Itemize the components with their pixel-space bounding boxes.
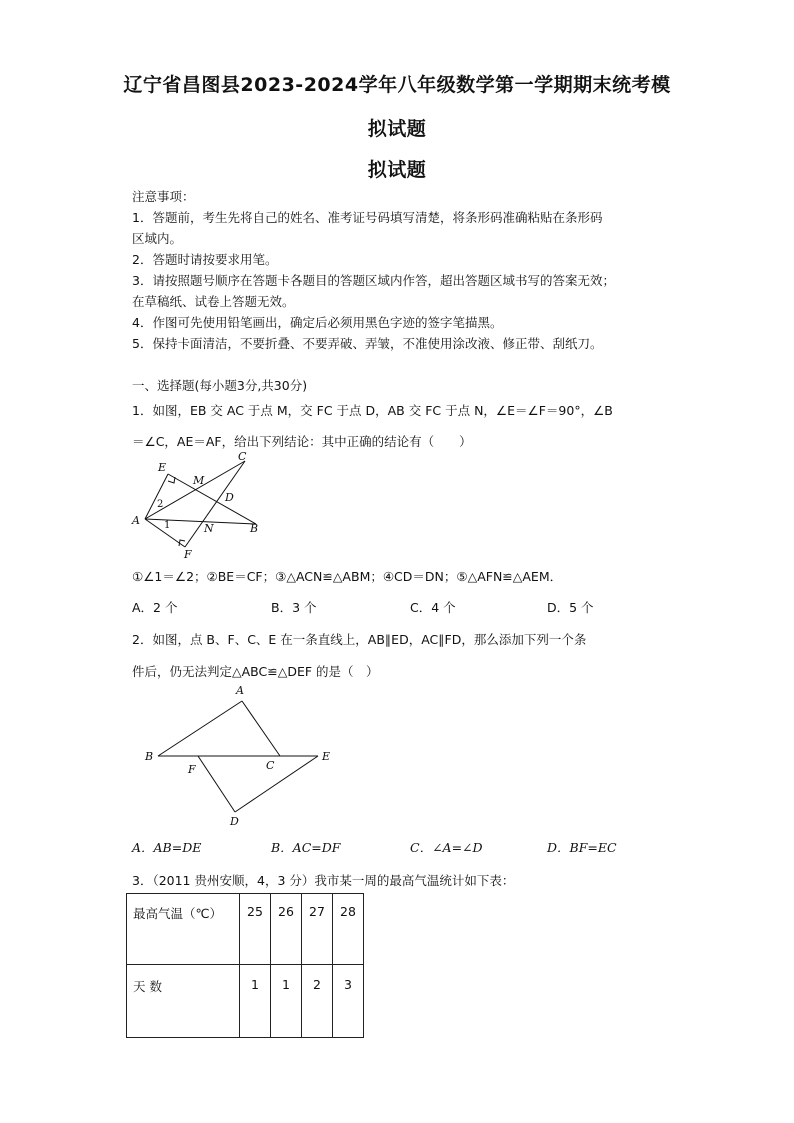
q1-option-d[interactable]: D．5 个 (547, 600, 594, 615)
label-b: B (250, 522, 259, 535)
notes-item: 5．保持卡面清洁，不要折叠、不要弄破、弄皱，不准使用涂改液、修正带、刮纸刀。 (132, 336, 603, 351)
q2-figure (140, 680, 340, 830)
q1-option-c[interactable]: C．4 个 (410, 600, 456, 615)
notes-item: 2．答题时请按要求用笔。 (132, 252, 278, 267)
q1-option-b[interactable]: B．3 个 (271, 600, 317, 615)
q1-figure (128, 452, 268, 562)
label-c: C (238, 452, 247, 463)
table-cell: 3 (333, 965, 364, 1038)
label-m: M (193, 474, 205, 487)
q1-conclusions: ①∠1＝∠2；②BE＝CF；③△ACN≌△ABM；④CD＝DN；⑤△AFN≌△AEM． (132, 569, 563, 584)
label-a: A (132, 514, 140, 527)
label-e: E (322, 750, 331, 763)
label-b: B (145, 750, 154, 763)
exam-title-line3: 拟试题 (367, 159, 427, 181)
table-row (127, 894, 364, 965)
notes-item: 3．请按照题号顺序在答题卡各题目的答题区域内作答，超出答题区域书写的答案无效； (132, 273, 615, 288)
q2-option-c[interactable]: C．∠A=∠D (410, 840, 483, 855)
table-cell-label: 天 数 (127, 965, 240, 1038)
section-heading: 一、选择题(每小题3分,共30分) (132, 378, 308, 393)
q2-option-b[interactable]: B．AC=DF (271, 840, 341, 855)
table-cell: 25 (240, 894, 271, 965)
label-n: N (204, 522, 214, 535)
label-f: F (188, 763, 196, 776)
angle-label-1: 1 (164, 520, 171, 531)
q1-text-line1: 1．如图，EB 交 AC 于点 M，交 FC 于点 D，AB 交 FC 于点 N，∠E＝∠F＝90°，∠B (132, 403, 613, 418)
label-d: D (225, 491, 234, 504)
table-cell: 1 (240, 965, 271, 1038)
table-cell-label: 最高气温（℃） (127, 894, 240, 965)
label-f: F (184, 548, 192, 561)
q3-text-line1: 3．（2011 贵州安顺，4，3 分）我市某一周的最高气温统计如下表： (132, 873, 515, 888)
angle-label-2: 2 (157, 499, 164, 510)
q2-text-line1: 2．如图，点 B、F、C、E 在一条直线上，AB∥ED，AC∥FD，那么添加下列一个条 (132, 632, 587, 647)
table-row (127, 965, 364, 1038)
table-cell: 28 (333, 894, 364, 965)
q2-option-d[interactable]: D．BF=EC (547, 840, 617, 855)
q1-option-a[interactable]: A．2 个 (132, 600, 178, 615)
table-cell: 2 (302, 965, 333, 1038)
notes-item: 在草稿纸、试卷上答题无效。 (132, 294, 295, 309)
q2-text-line2: 件后，仍无法判定△ABC≌△DEF 的是（ ） (132, 664, 379, 679)
label-a: A (236, 684, 244, 697)
table-cell: 26 (271, 894, 302, 965)
table-cell: 27 (302, 894, 333, 965)
notes-item: 1．答题前，考生先将自己的姓名、准考证号码填写清楚，将条形码准确粘贴在条形码 (132, 210, 603, 225)
exam-title-line2: 拟试题 (367, 118, 427, 140)
q1-text-line2: ＝∠C，AE＝AF，给出下列结论：其中正确的结论有（ ） (132, 434, 472, 449)
label-c: C (266, 759, 275, 772)
notes-item: 区域内。 (132, 231, 183, 246)
temperature-table (126, 893, 364, 1038)
notes-heading: 注意事项： (132, 189, 195, 204)
q2-option-a[interactable]: A．AB=DE (132, 840, 202, 855)
label-e: E (158, 461, 167, 474)
exam-title-line1: 辽宁省昌图县2023-2024学年八年级数学第一学期期末统考模 (123, 74, 671, 96)
label-d: D (230, 815, 239, 828)
table-cell: 1 (271, 965, 302, 1038)
notes-item: 4．作图可先使用铅笔画出，确定后必须用黑色字迹的签字笔描黑。 (132, 315, 503, 330)
